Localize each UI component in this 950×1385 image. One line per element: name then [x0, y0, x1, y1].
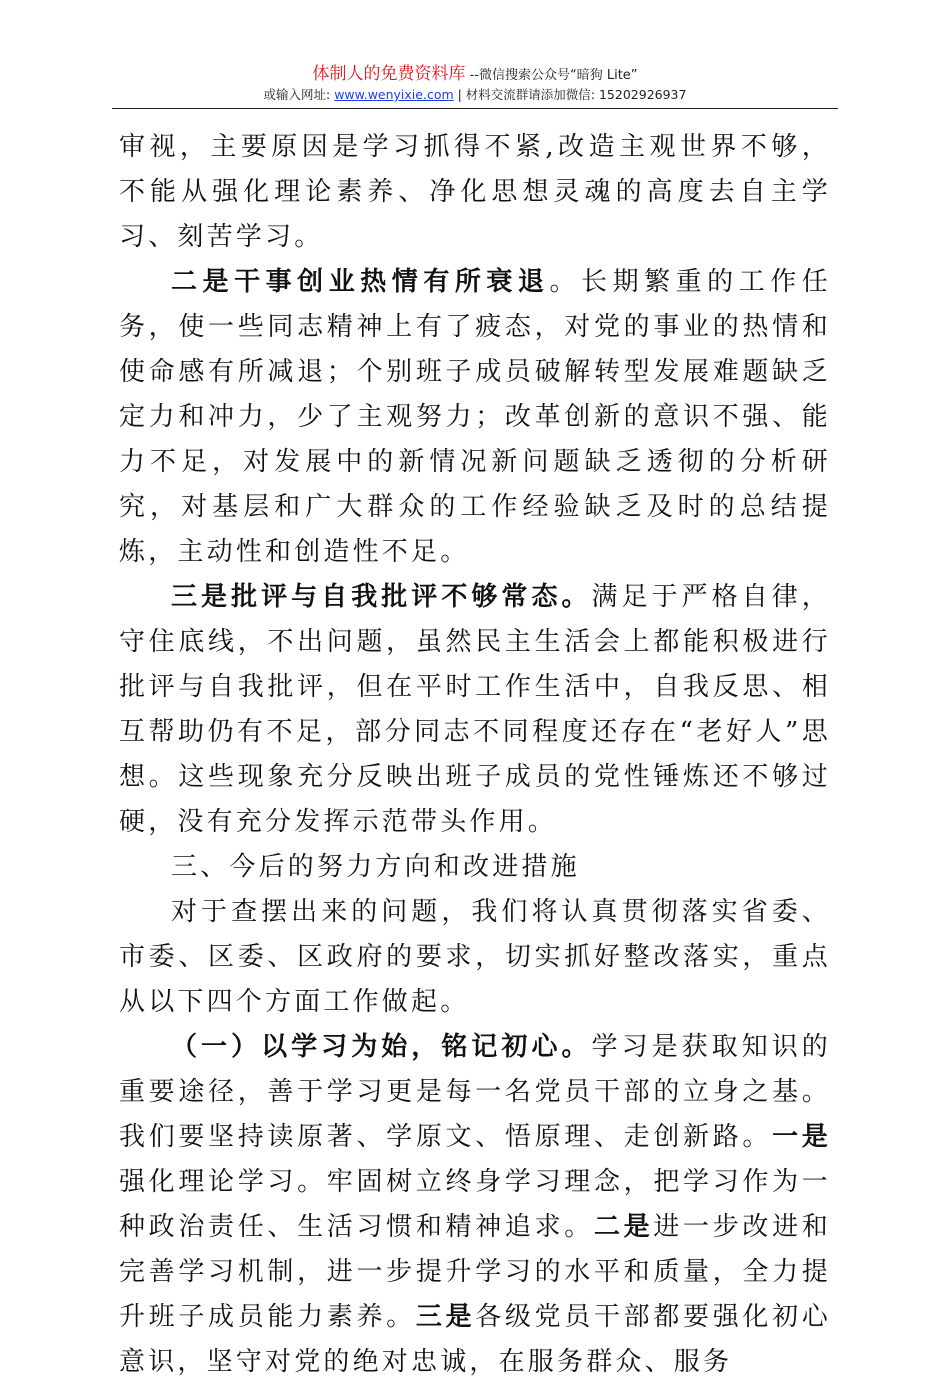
- header-contact-line: [0, 86, 950, 104]
- header-divider: [112, 108, 838, 109]
- page-header: [0, 64, 950, 104]
- item-marker-3: 三是: [415, 1302, 476, 1332]
- header-url-link[interactable]: www.wenyixie.com: [334, 87, 454, 102]
- paragraph-text: 审视，主要原因是学习抓得不紧,改造主观世界不够，不能从强化理论素养、净化思想灵魂的高度去自主学习、刻苦学习。: [119, 132, 831, 252]
- paragraph-text: 进一步改进和完善学习机制，进一步提升学习的水平和质量，全力提升班子成员能力素养。: [119, 1212, 831, 1332]
- paragraph-1: [119, 125, 831, 260]
- header-wechat-info: | 材料交流群请添加微信: 15202926937: [453, 87, 687, 102]
- header-title-line: [0, 64, 950, 86]
- paragraph-5: [119, 890, 831, 1025]
- header-brand: 体制人的免费资料库: [312, 64, 466, 84]
- paragraph-2: [119, 260, 831, 575]
- item-marker-2: 二是: [593, 1212, 654, 1242]
- paragraph-text: 各级党员干部都要强化初心意识，坚守对党的绝对忠诚，在服务群众、服务: [119, 1302, 831, 1377]
- paragraph-text: 对于查摆出来的问题，我们将认真贯彻落实省委、市委、区委、区政府的要求，切实抓好整改落实，重点从以下四个方面工作做起。: [119, 897, 831, 1017]
- paragraph-6: [119, 1025, 831, 1385]
- header-url-prefix: 或输入网址:: [263, 87, 335, 102]
- item-marker-1: 一是: [772, 1122, 831, 1152]
- paragraph-text: 学习是获取知识的重要途径，善于学习更是每一名党员干部的立身之基。我们要坚持读原著、学原文、悟原理、走创新路。: [119, 1032, 831, 1152]
- paragraph-lead: 二是干事创业热情有所衰退: [171, 267, 550, 297]
- section-heading: [119, 845, 831, 890]
- paragraph-lead: （一）以学习为始，铭记初心。: [171, 1032, 592, 1062]
- document-body: [119, 125, 831, 1385]
- paragraph-lead: 三是批评与自我批评不够常态。: [171, 582, 592, 612]
- paragraph-text: 强化理论学习。牢固树立终身学习理念，把学习作为一种政治责任、生活习惯和精神追求。: [119, 1167, 831, 1242]
- paragraph-text: 。长期繁重的工作任务，使一些同志精神上有了疲态，对党的事业的热情和使命感有所减退；个别班子成员破解转型发展难题缺乏定力和冲力，少了主观努力；改革创新的意识不强、能力不足，对发展中的新情况新问题缺乏透彻的分析研究，对基层和广大群众的工作经验缺乏及时的总结提炼，主动性和创造性不足。: [119, 267, 831, 567]
- paragraph-text: 满足于严格自律，守住底线，不出问题，虽然民主生活会上都能积极进行批评与自我批评，但在平时工作生活中，自我反思、相互帮助仍有不足，部分同志不同程度还存在“老好人”思想。这些现象充分反映出班子成员的党性锤炼还不够过硬，没有充分发挥示范带头作用。: [119, 582, 831, 837]
- section-heading-text: 三、今后的努力方向和改进措施: [171, 852, 580, 882]
- paragraph-3: [119, 575, 831, 845]
- header-subtitle: --微信搜索公众号“暗狗 Lite”: [465, 68, 638, 83]
